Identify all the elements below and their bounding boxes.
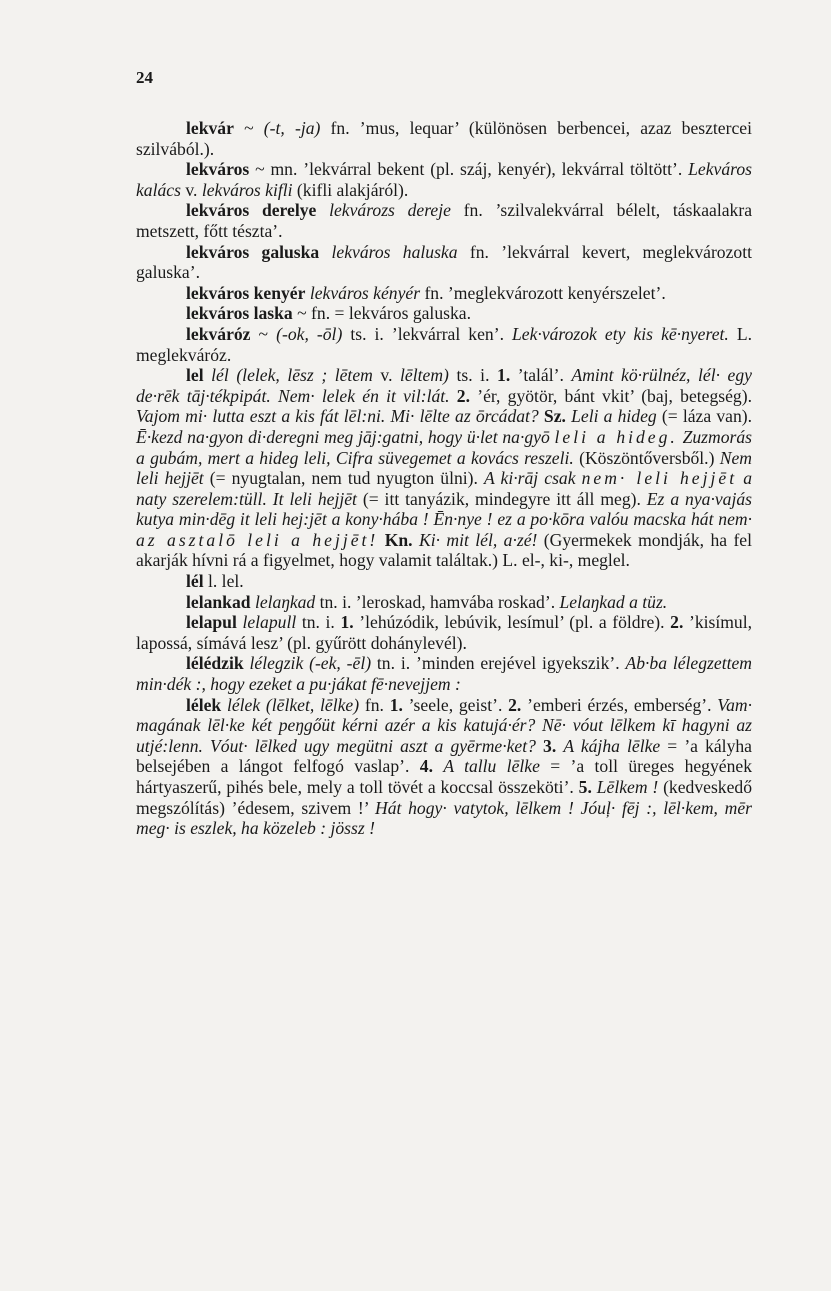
headword: 5. (578, 777, 592, 797)
italic-text: Ab·ba lélegzettem min·dék :, hogy ezeket a pu·jákat fē·nevejjem : (136, 653, 752, 695)
italic-text: lēltem) (400, 365, 449, 386)
headword: lekvár (186, 118, 234, 138)
entry-text: ’emberi érzés, emberség’. (521, 694, 718, 715)
headword: lekváróz (186, 323, 251, 344)
entry-lel (136, 365, 752, 571)
italic-text: Hát hogy· vatytok, lēlkem ! Jóuļ· fēj :, lēl·kem, mēr meg· is eszlek, ha közeleb : jössz ! (136, 797, 752, 839)
italic-text: Lēlkem ! (596, 777, 659, 797)
entry-lekvaros-galuska (136, 242, 752, 283)
headword: lekváros laska (186, 303, 293, 324)
entry-text: (kifli alakjáról). (292, 179, 409, 200)
entry-text: ’seele, geist’. (402, 694, 509, 715)
entry-text: v. (372, 365, 401, 386)
headword: lelankad (186, 591, 251, 612)
italic-text: Ez a nya·vajás kutya min·dēg it leli hej:jēt a kony·hába ! Ēn·nye ! ez a po·kōra valóu macska hát nem· (136, 488, 752, 530)
italic-text: a naty szerelem:tüll. It leli hejjēt (136, 468, 752, 509)
entry-text (450, 386, 457, 406)
headword: lel (186, 365, 204, 386)
entry-text: fn. ’lekvárral kevert, meglekvározott galuska’. (136, 241, 752, 283)
page-number: 24 (136, 68, 153, 87)
italic-text: lelapull (242, 612, 297, 633)
headword: Kn. (384, 529, 413, 550)
headword: lél (186, 571, 204, 592)
entry-lelankad (136, 592, 752, 613)
entry-text: v. (180, 179, 202, 200)
entry-text: fn. ’mus, lequar’ (különösen berbencei, azaz besztercei szilvából.). (136, 118, 752, 159)
entry-lel-2 (136, 571, 752, 592)
headword: 4. (419, 756, 433, 777)
entry-text: ts. i. ’lekvárral ken’. (342, 323, 513, 344)
entry-lekvaros-derelye (136, 200, 752, 241)
italic-text: lélegzik (-ek, -ēl) (249, 653, 372, 674)
headword: lekváros galuska (186, 241, 320, 262)
entry-text: = ’a toll üreges hegyének hártyaszerű, pihés bele, mely a toll tövét a koccsal összeköti’. (136, 756, 752, 797)
headword: lélek (186, 694, 222, 715)
headword: 2. (508, 694, 522, 715)
entry-text: (= itt tanyázik, mindegyre itt áll meg). (356, 488, 647, 509)
spaced-italic-text: leli a hideg. (554, 426, 678, 447)
italic-text: lekváros kifli (201, 179, 293, 200)
headword: lélédzik (186, 653, 244, 674)
headword: 1. (389, 694, 403, 715)
entry-text: fn. ’szilvalekvárral bélelt, táskaalakra metszett, főtt tészta’. (136, 200, 752, 241)
entry-text: ts. i. (448, 365, 498, 386)
italic-text: Vajom mi· lutta eszt a kis fát lēl:ni. Mi· lēlte az ōrcádat? (136, 406, 539, 427)
entry-lekvaros-kenyer (136, 283, 752, 304)
italic-text: A ki·rāj csak (484, 468, 582, 489)
italic-text: Amint kö·rülnéz, lél· egy de·rēk tāj·tékpipát. Nem· lelek én it vil:lát. (136, 365, 752, 406)
entry-text: ’lehúzódik, lebúvik, lesímul’ (pl. a földre). (353, 612, 671, 633)
italic-text: Lek·vározok ety kis kē·nyeret. (512, 323, 729, 344)
italic-text: Zuzmorás a gubám, mert a hideg leli, Cifra süvegemet a kovács reszeli. (136, 426, 752, 468)
italic-text: lelaŋkad (254, 591, 316, 612)
italic-text: lekváros kényér (309, 282, 421, 303)
entry-text: ~ fn. = lekváros galuska. (292, 303, 471, 324)
entry-lelek (136, 695, 752, 839)
italic-text: lél (lelek, lēsz ; lētem (211, 365, 373, 386)
italic-text: Lekváros kalács (136, 159, 752, 200)
headword: Sz. (543, 406, 566, 427)
spaced-italic-text: az asztalō leli a hejjēt! (136, 529, 379, 550)
entry-lekvaroz (136, 324, 752, 365)
headword: 1. (497, 365, 511, 386)
entry-text: ~ mn. ’lekvárral bekent (pl. száj, kenyér), lekvárral töltött’. (249, 159, 689, 180)
italic-text: (-t, -ja) (263, 118, 321, 138)
spaced-italic-text: nem· leli hejjēt (581, 468, 738, 489)
entry-text: (= láza van). (656, 406, 752, 427)
entry-text (319, 242, 331, 262)
italic-text: lekváros haluska (331, 241, 458, 262)
headword: 2. (670, 612, 684, 633)
entry-text (433, 756, 443, 776)
entry-text: (kedveskedő megszólítás) ’édesem, szivem !’ (136, 777, 752, 818)
italic-text: Vam· magának lēl·ke két peŋgőüt kérni azér a kis katujá·ér? Nē· vóut lēlkem kī hagyni az utjé:lenn. Vóut· lēlked ugy megütni aszt a gyērme·ket? (136, 694, 752, 756)
headword: lekváros kenyér (186, 282, 306, 303)
entry-text: (= nyugtalan, nem tud nyugton ülni). (203, 468, 484, 489)
entry-text: tn. i. (296, 612, 341, 633)
headword: lekváros (186, 159, 250, 180)
entry-lelapul (136, 612, 752, 653)
entry-text: ~ (233, 118, 264, 138)
dictionary-entries (136, 118, 752, 839)
entry-text: (Gyermekek mondják, ha fel akarják hívni rá a figyelmet, hogy valamit találtak.) L. el-, ki-, meglel. (136, 529, 753, 571)
entry-text: ’ér, gyötör, bánt vkit’ (baj, betegség). (469, 385, 752, 406)
entry-text: fn. ’meglekvározott kenyérszelet’. (420, 282, 666, 303)
headword: lekváros derelye (186, 200, 317, 221)
headword: 3. (543, 735, 557, 756)
entry-text (536, 736, 543, 756)
entry-leledzik (136, 653, 752, 694)
italic-text: Nem leli hejjēt (136, 447, 752, 489)
entry-text (316, 200, 329, 220)
headword: lelapul (186, 612, 237, 633)
italic-text: Ki· mit lél, a·zé! (418, 529, 538, 550)
italic-text: lélek (lēlket, lēlke) (226, 694, 360, 715)
italic-text: A kájha lēlke (563, 735, 661, 756)
italic-text: (-ok, -ōl) (276, 323, 343, 344)
italic-text: Leli a hideg (571, 406, 657, 427)
italic-text: Ē·kezd na·gyon di·deregni meg jāj:gatni, hogy ü·let na·gyō (136, 426, 555, 447)
entry-text: tn. i. ’leroskad, hamvába roskad’. (315, 591, 560, 612)
entry-lekvaros-laska (136, 303, 752, 324)
entry-text: fn. (359, 694, 390, 715)
italic-text: Lelaŋkad a tüz. (559, 591, 668, 612)
entry-text: ’talál’. (510, 365, 572, 386)
entry-lekvar (136, 118, 752, 159)
entry-text: L. meglekváróz. (136, 323, 752, 365)
entry-text: = ’a kályha belsejében a lángot felfogó vaslap’. (136, 735, 752, 777)
entry-text: tn. i. ’minden erejével igyekszik’. (371, 653, 626, 674)
entry-text: (Köszöntőversből.) (573, 447, 720, 468)
entry-lekvaros (136, 159, 752, 200)
italic-text: lekvározs dereje (329, 200, 451, 221)
italic-text: A tallu lēlke (443, 756, 540, 777)
headword: 2. (456, 385, 470, 406)
entry-text: ~ (250, 323, 277, 344)
headword: 1. (340, 612, 354, 633)
entry-text: l. lel. (203, 571, 244, 592)
entry-text: ’kisímul, lapossá, símává lesz’ (pl. gyűrött dohánylevél). (136, 612, 753, 653)
